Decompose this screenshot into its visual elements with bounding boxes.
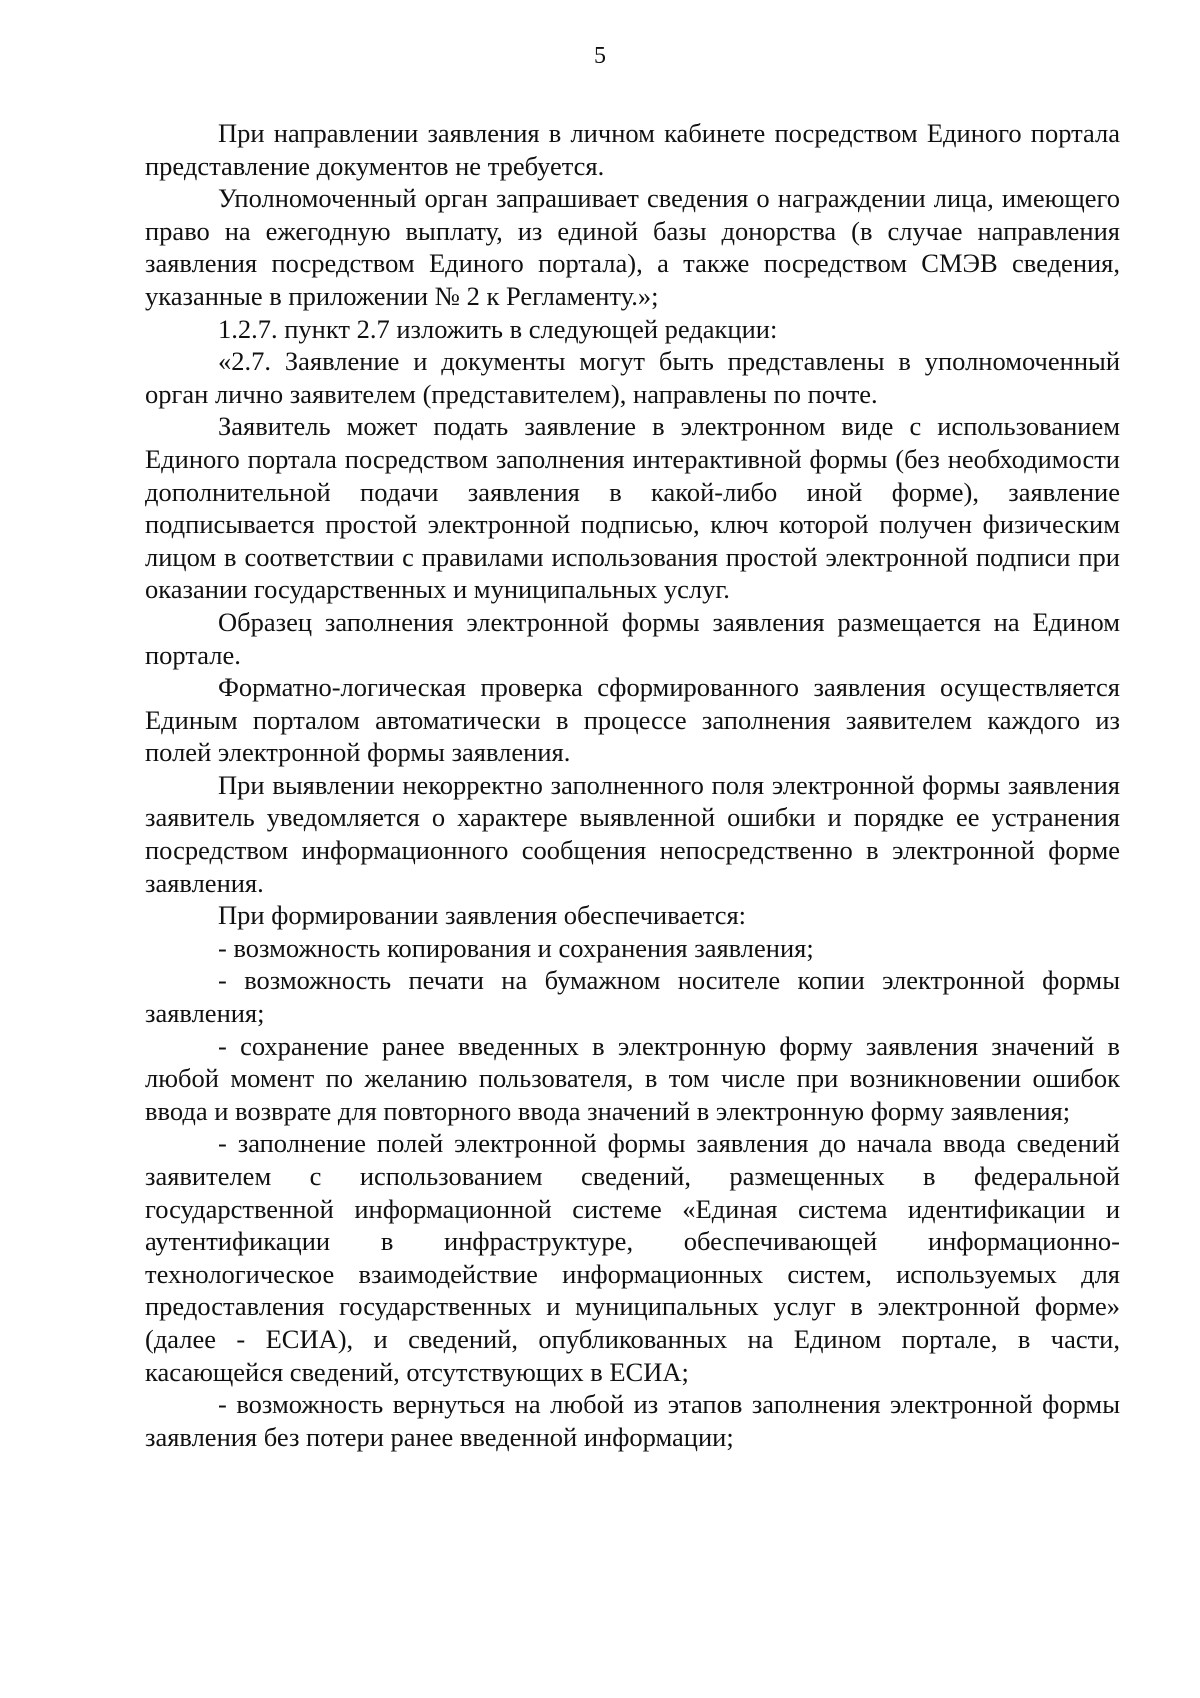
paragraph-form-provisions: При формировании заявления обеспечивается: — [218, 900, 747, 931]
paragraph-item-2-7: «2.7. Заявление и документы могут быть представлены в уполномоченный орган лично заявителем (представителем), направлены по почте. — [145, 346, 1120, 409]
paragraph-amendment-1-2-7: 1.2.7. пункт 2.7 изложить в следующей редакции: — [218, 313, 778, 344]
paragraph-electronic-submission: Заявитель может подать заявление в электронном виде с использованием Единого портала посредством заполнения интерактивной формы (без необходимости дополнительной подачи заявления в какой-либо иной форме), заявление подписывается простой электронной подписью, ключ которой получен физическим лицом в соответствии с правилами использования простой электронной подписи при оказании государственных и муниципальных услуг. — [145, 411, 1120, 605]
paragraph-error-notification: При выявлении некорректно заполненного поля электронной формы заявления заявитель уведомляется о характере выявленной ошибки и порядке ее устранения посредством информационного сообщения непосредственно в электронной форме заявления. — [145, 769, 1120, 898]
paragraph-portal-submission: При направлении заявления в личном кабинете посредством Единого портала представление документов не требуется. — [145, 118, 1120, 181]
list-item-copy-save: - возможность копирования и сохранения заявления; — [218, 932, 814, 963]
page-number: 5 — [594, 43, 606, 69]
list-item-prefill-esia: - заполнение полей электронной формы заявления до начала ввода сведений заявителем с использованием сведений, размещенных в федеральной государственной информационной системе «Единая система идентификации и аутентификации в инфраструктуре, обеспечивающей информационно-технологическое взаимодействие информационных систем, используемых для предоставления государственных и муниципальных услуг в электронной форме» (далее - ЕСИА), и сведений, опубликованных на Едином портале, в части, касающейся сведений, отсутствующих в ЕСИА; — [145, 1128, 1120, 1387]
list-item-print: - возможность печати на бумажном носителе копии электронной формы заявления; — [145, 965, 1120, 1029]
list-item-return-to-step: - возможность вернуться на любой из этапов заполнения электронной формы заявления без потери ранее введенной информации; — [145, 1389, 1120, 1452]
paragraph-form-sample: Образец заполнения электронной формы заявления размещается на Едином портале. — [145, 606, 1120, 670]
paragraph-format-logic-check: Форматно-логическая проверка сформированного заявления осуществляется Единым порталом автоматически в процессе заполнения заявителем каждого из полей электронной формы заявления. — [145, 672, 1120, 768]
paragraph-authorized-body-request: Уполномоченный орган запрашивает сведения о награждении лица, имеющего право на ежегодную выплату, из единой базы донорства (в случае направления заявления посредством Единого портала), а также посредством СМЭВ сведения, указанные в приложении № 2 к Регламенту.»; — [145, 183, 1120, 311]
list-item-save-values: - сохранение ранее введенных в электронную форму заявления значений в любой момент по желанию пользователя, в том числе при возникновении ошибок ввода и возврате для повторного ввода значений в электронную форму заявления; — [145, 1030, 1120, 1126]
document-body — [145, 117, 1120, 1453]
